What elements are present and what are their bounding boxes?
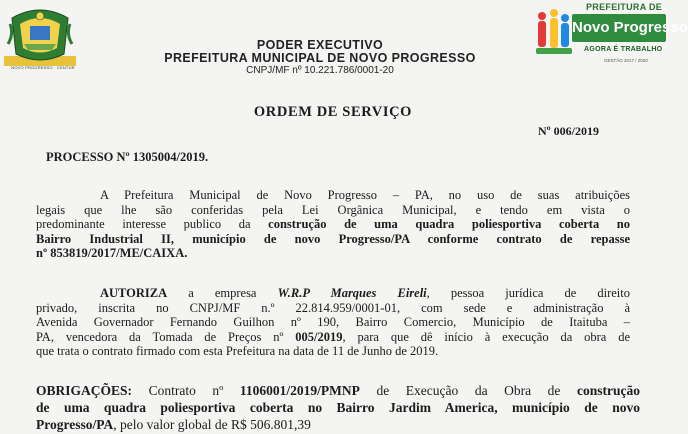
header-cnpj: CNPJ/MF nº 10.221.786/0001-20 xyxy=(246,65,394,76)
paragraph-obrigacoes xyxy=(36,382,640,433)
text-run: PA, vencedora da Tomada de Preços nº xyxy=(36,329,296,344)
document-title: ORDEM DE SERVIÇO xyxy=(253,104,413,120)
text-run: a empresa xyxy=(167,286,278,300)
paragraph-line xyxy=(36,286,630,301)
paragraph-line: Avenida Governador Fernando Guilhon nº 190, Bairro Comercio, Município de Itaituba – xyxy=(36,315,630,329)
paragraph-line xyxy=(36,217,630,232)
paragraph-line xyxy=(36,382,640,399)
gestao-logo xyxy=(534,0,688,74)
crest-caption: NOVO PROGRESSO · CENTUR xyxy=(11,65,75,70)
logo-city-name: Novo Progresso xyxy=(572,14,666,42)
header-prefeitura: PREFEITURA MUNICIPAL DE NOVO PROGRESSO xyxy=(164,51,476,65)
logo-slogan: AGORA É TRABALHO xyxy=(584,46,663,53)
text-run-bold: construção de uma quadra poliesportiva coberta no xyxy=(268,217,631,231)
logo-term: GESTÃO 2017 / 2020 xyxy=(604,58,648,63)
paragraph-autoriza xyxy=(36,286,630,359)
autoriza-keyword: AUTORIZA xyxy=(100,286,168,300)
paragraph-line: Bairro Industrial II, município de novo Progresso/PA conforme contrato de repasse xyxy=(36,231,630,246)
text-run: , pessoa jurídica de direito xyxy=(426,286,630,300)
text-run: predominante interesse publico da xyxy=(36,217,269,231)
company-name: W.R.P Marques Eireli xyxy=(277,286,427,300)
paragraph-line: privado, inscrita no CNPJ/MF n.º 22.814.959/0001-01, com sede e administração à xyxy=(36,300,630,315)
paragraph-line: A Prefeitura Municipal de Novo Progresso – PA, no uso de suas atribuições xyxy=(100,188,630,202)
contract-number: 1106001/2019/PMNP xyxy=(239,383,360,398)
text-run-bold: construção xyxy=(577,383,640,398)
paragraph-line xyxy=(36,416,640,433)
text-run: Contrato nº xyxy=(132,383,240,398)
people-figures-icon xyxy=(534,6,574,60)
paragraph-line: que trata o contrato firmado com esta Prefeitura na data de 11 de Junho de 2019. xyxy=(36,344,439,358)
header-poder-executivo: PODER EXECUTIVO xyxy=(256,38,384,52)
paragraph-line: de uma quadra poliesportiva coberta no Bairro Jardim America, município de novo xyxy=(36,400,640,415)
paragraph-line: nº 853819/2017/ME/CAIXA. xyxy=(36,246,188,260)
contract-value: , pelo valor global de R$ 506.801,39 xyxy=(113,417,311,432)
tomada-number: 005/2019 xyxy=(295,329,343,344)
paragraph-intro xyxy=(36,188,630,261)
document-number: Nº 006/2019 xyxy=(538,124,599,138)
logo-prefeitura: PREFEITURA DE xyxy=(586,2,663,12)
paragraph-line: legais que lhe são conferidas pela Lei Orgânica Municipal, e tendo em vista o xyxy=(36,202,630,217)
processo-number: PROCESSO Nº 1305004/2019. xyxy=(46,150,209,164)
text-run-bold: Progresso/PA xyxy=(36,417,114,432)
text-run: , para que dê início à execução da obra de xyxy=(342,329,630,344)
paragraph-line xyxy=(36,330,630,345)
text-run: de Execução da Obra de xyxy=(359,383,577,398)
obrigacoes-keyword: OBRIGAÇÕES: xyxy=(36,383,133,398)
municipal-crest-icon xyxy=(4,4,76,70)
